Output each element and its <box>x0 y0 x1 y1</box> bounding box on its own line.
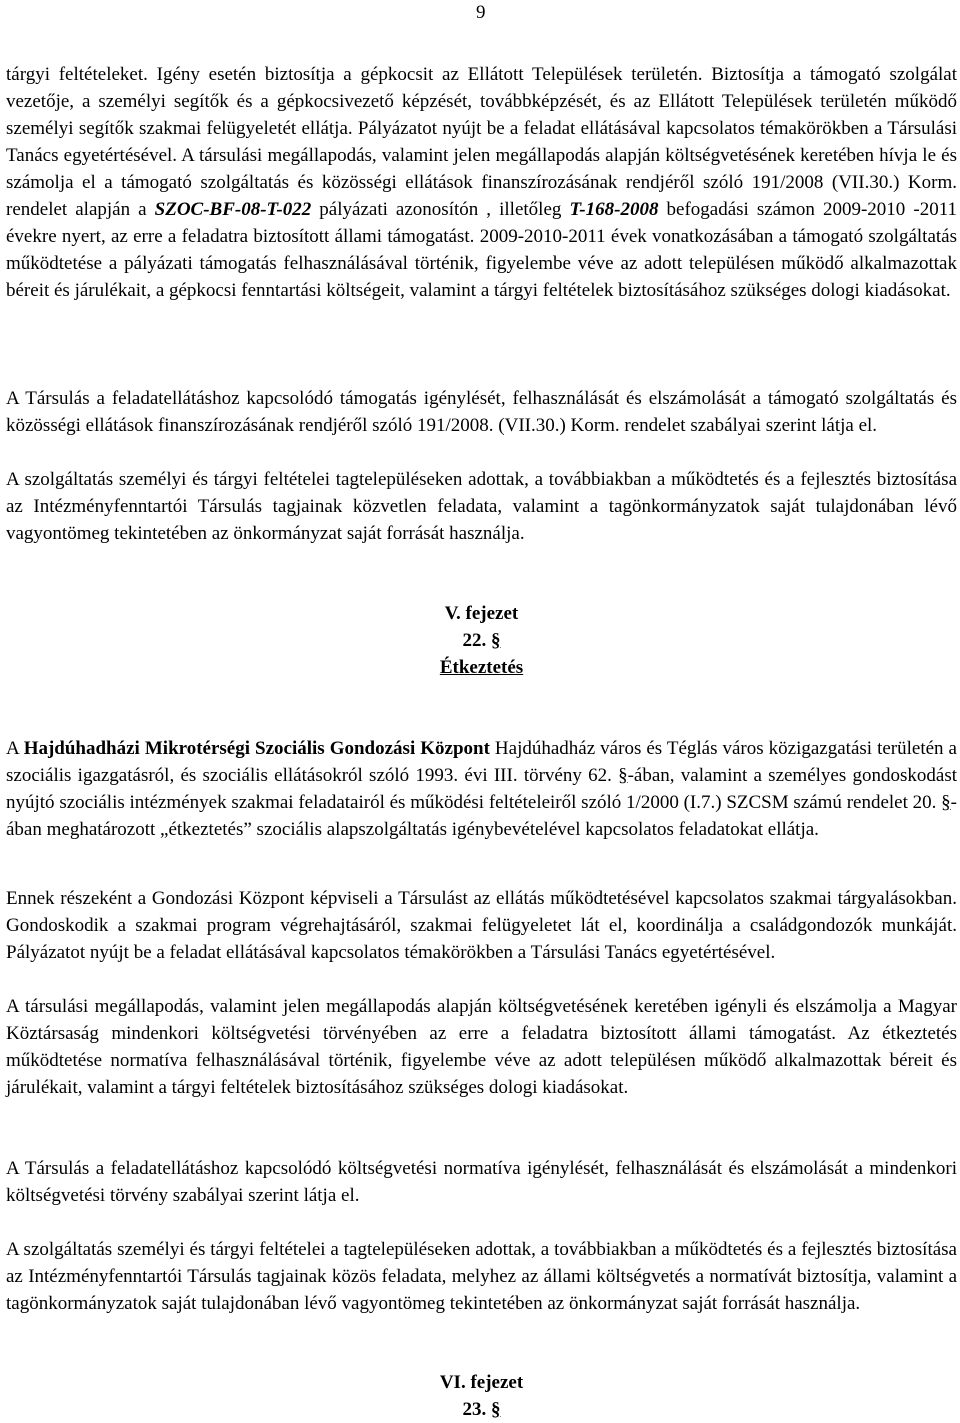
paragraph-text: befogadási számon 2009-2010 -2011 évekre nyert, az erre a feladatra biztosított állami támogatást. 2009-2010-2011 évek vonatkozásában a támogató szolgáltatás működtetése a pályázati támogatás felhasználásával történik, figyelembe véve az adott településen működő alkalmazottak béreit és járulékait, a gépkocsi fenntartási költségeit, valamint a tárgyi feltételek biztosításához szükséges dologi kiadásokat. <box>6 199 957 301</box>
paragraph-agreement: A társulási megállapodás, valamint jelen megállapodás alapján költségvetésének keretében igényli és elszámolja a Magyar Köztársaság mindenkori költségvetési törvényében az erre a feladatra biztosított állami támogatást. Az étkeztetés működtetése normatíva felhasználásával történik, figyelembe véve az adott településen működő alkalmazottak béreit és járulékait, valamint a tárgyi feltételek biztosításához szükséges dologi kiadásokat. <box>6 996 957 1098</box>
section-title <box>6 654 957 681</box>
acceptance-number: T-168-2008 <box>569 199 659 220</box>
chapter-heading-v: V. fejezet <box>444 603 519 624</box>
section-sign: § <box>491 1399 501 1420</box>
section-title-text: Étkeztetés <box>439 657 524 678</box>
paragraph-conditions: A szolgáltatás személyi és tárgyi feltételei tagtelepüléseken adottak, a továbbiakban a működtetés és a fejlesztés biztosítása az Intézményfenntartói Társulás tagjainak közvetlen feladata, valamint a tagönkormányzatok saját tulajdonában lévő vagyontömeg tekintetében az önkormányzat saját forrását használja. <box>6 469 957 544</box>
paragraph-normative: A Társulás a feladatellátáshoz kapcsolódó költségvetési normatíva igénylését, felhasználását és elszámolását a mindenkori költségvetési törvény szabályai szerint látja el. <box>6 1158 957 1206</box>
section-number-23 <box>6 1396 957 1423</box>
section-number-22 <box>6 627 957 654</box>
paragraph-representation: Ennek részeként a Gondozási Központ képviseli a Társulást az ellátás működtetésével kapcsolatos szakmai tárgyalásokban. Gondoskodik a szakmai program végrehajtásáról, szakmai felügyeletet lát el, koordinálja a családgondozók munkáját. Pályázatot nyújt be a feladat ellátásával kapcsolatos témakörökben a Társulási Tanács egyetértésével. <box>6 888 957 963</box>
section-sign: § <box>618 765 628 786</box>
tender-id: SZOC-BF-08-T-022 <box>154 199 312 220</box>
paragraph-text: -ában meghatározott „étkeztetés” szociális alapszolgáltatás igénybevételével kapcsolatos feladatokat ellátja. <box>6 792 957 840</box>
paragraph-catering <box>6 735 957 843</box>
paragraph-personnel: A szolgáltatás személyi és tárgyi feltételei a tagtelepüléseken adottak, a továbbiakban a működtetés és a fejlesztés biztosítása az Intézményfenntartói Társulás tagjainak közös feladata, melyhez az állami költségvetés a normatívát biztosítja, valamint a tagönkormányzatok saját tulajdonában lévő vagyontömeg tekintetében az önkormányzat saját forrását használja. <box>6 1239 957 1314</box>
page-number: 9 <box>476 2 486 23</box>
paragraph-text: A <box>6 738 24 759</box>
paragraph-text: Hajdúhadház város és Téglás város közigazgatási területén a szociális igazgatásról, és szociális ellátásokról szóló 1993. évi III. törvény 62. <box>6 738 957 786</box>
paragraph-text: pályázati azonosítón , illetőleg <box>311 199 570 220</box>
paragraph-text: tárgyi feltételeket. Igény esetén biztosítja a gépkocsit az Ellátott Települések területén. Biztosítja a támogató szolgálat vezetője, a személyi segítők és a gépkocsivezető képzését, továbbképzését, és az Ellátott Települések területén működő személyi segítők szakmai felügyeletét ellátja. Pályázatot nyújt be a feladat ellátásával kapcsolatos témakörökben a Társulási Tanács egyetértésével. A társulási megállapodás, valamint jelen megállapodás alapján költségvetésének keretében hívja le és számolja el a támogató szolgáltatás és közösségi ellátások finanszírozásának rendjéről szóló 191/2008 (VII.30.) Korm. rendelet alapján a <box>6 64 957 220</box>
section-sign: § <box>941 792 951 813</box>
paragraph-funding: A Társulás a feladatellátáshoz kapcsolódó támogatás igénylését, felhasználását és elszámolását a támogató szolgáltatás és közösségi ellátások finanszírozásának rendjéről szóló 191/2008. (VII.30.) Korm. rendelet szabályai szerint látja el. <box>6 388 957 436</box>
section-sign: § <box>491 630 501 651</box>
chapter-heading-vi: VI. fejezet <box>439 1372 524 1393</box>
organization-name: Hajdúhadházi Mikrotérségi Szociális Gondozási Központ <box>23 738 490 759</box>
section-number: 22. <box>462 630 487 651</box>
section-number: 23. <box>462 1399 487 1420</box>
paragraph-text: -ában, valamint a személyes gondoskodást nyújtó szociális intézmények szakmai feladatairól és működési feltételeiről szóló 1/2000 (I.7.) SZCSM számú rendelet 20. <box>6 765 957 813</box>
paragraph-support-service <box>6 61 957 304</box>
